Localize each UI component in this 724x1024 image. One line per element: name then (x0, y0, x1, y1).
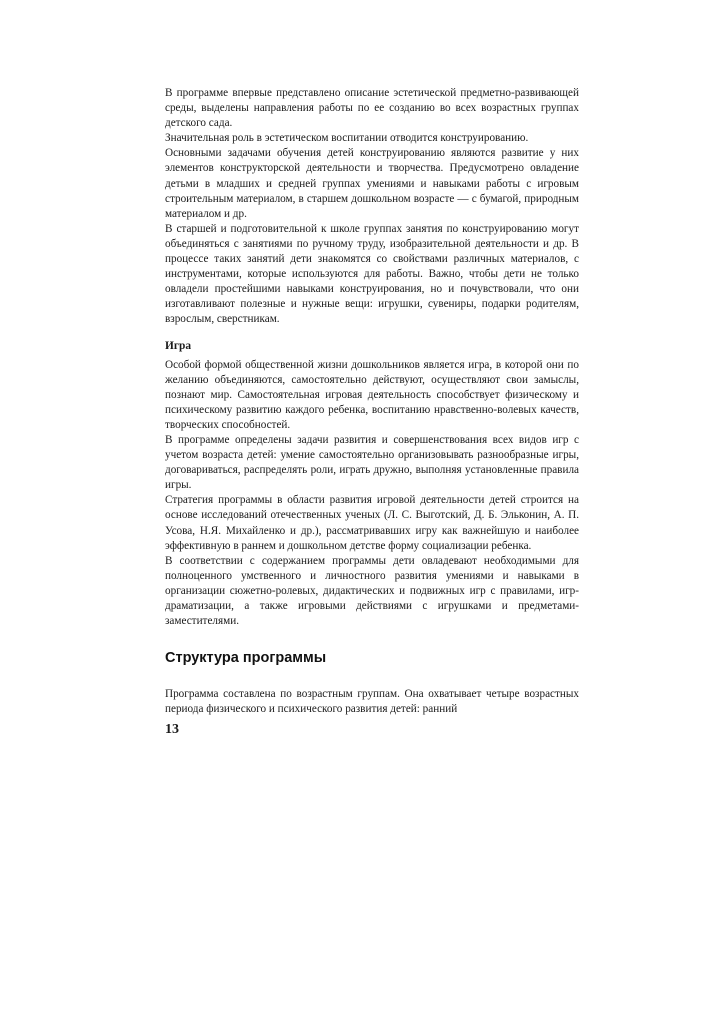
paragraph-senior-groups: В старшей и подготовительной к школе группах занятия по конструированию могут объединяться с занятиями по ручному труду, изобразительной деятельности и др. В процессе таких занятий дети знакомятся со свойствами различных материалов, с инструментами, которые используются для работы. Важно, чтобы дети не только овладели простейшими навыками конструирования, но и почувствовали, что они изготавливают полезные и нужные вещи: игрушки, сувениры, подарки родителям, взрослым, сверстникам. (165, 222, 579, 326)
paragraph-aesthetic-environment: В программе впервые представлено описание эстетической предметно-развивающей среды, выделены направления работы по ее созданию во всех возрастных группах детского сада. (165, 87, 579, 130)
chapter-heading-structure: Структура программы (165, 650, 327, 667)
paragraph-program-structure: Программа составлена по возрастным группам. Она охватывает четыре возрастных периода физического и психического развития детей: ранний (165, 688, 579, 716)
section-heading-game: Игра (165, 339, 192, 352)
paragraph-construction-role: Значительная роль в эстетическом воспитании отводится конструированию. (165, 132, 529, 145)
paragraph-game-tasks: В программе определены задачи развития и совершенствования всех видов игр с учетом возраста детей: умение самостоятельно организовывать разнообразные игры, договариваться, распределять роли, играть дружно, выполняя установленные правила игры. (165, 433, 579, 492)
paragraph-game-skills: В соответствии с содержанием программы дети овладевают необходимыми для полноценного умственного и личностного развития умениями и навыками в организации сюжетно-ролевых, дидактических и подвижных игр с правилами, игр-драматизации, а также игровыми действиями с игрушками и предметами-заместителями. (165, 554, 579, 628)
paragraph-game-form: Особой формой общественной жизни дошкольников является игра, в которой они по желанию объединяются, самостоятельно действуют, осуществляют свои замыслы, познают мир. Самостоятельная игровая деятельность способствует физическому и психическому развитию каждого ребенка, воспитанию нравственно-волевых качеств, творческих способностей. (165, 358, 579, 431)
page-number: 13 (165, 722, 179, 738)
paragraph-game-strategy: Стратегия программы в области развития игровой деятельности детей строится на основе исследований отечественных ученых (Л. С. Выготский, Д. Б. Эльконин, А. П. Усова, Н.Я. Михайленко и др.), рассматривавших игру как важнейшую и наиболее эффективную в раннем и дошкольном детстве форму социализации ребенка. (165, 494, 579, 552)
paragraph-construction-tasks: Основными задачами обучения детей конструированию являются развитие у них элементов конструкторской деятельности и творчества. Предусмотрено овладение детьми в младших и средней группах умениями и навыками работы с игровым строительным материалом, в старшем дошкольном возрасте — с бумагой, природным материалом и др. (165, 147, 579, 220)
text-column (165, 86, 579, 739)
